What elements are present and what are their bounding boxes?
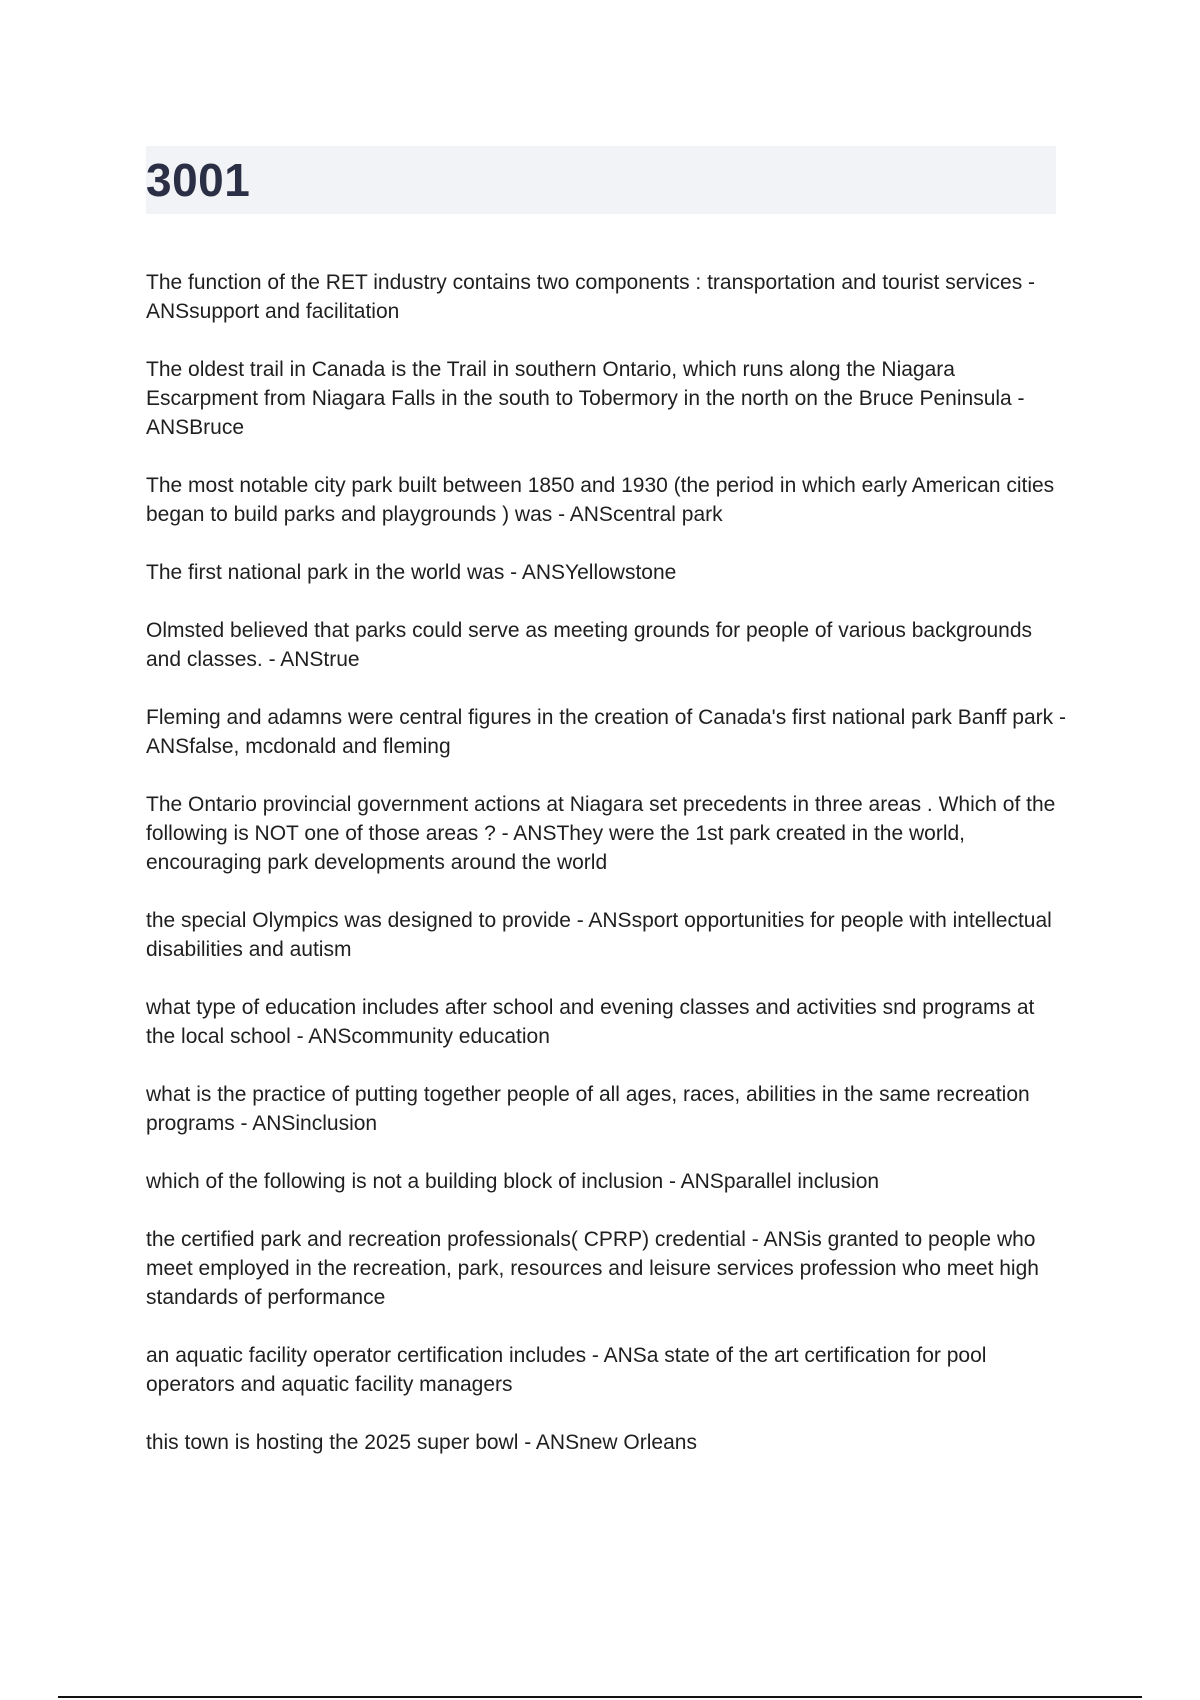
qa-item: which of the following is not a building block of inclusion - ANSparallel inclusion [146, 1170, 880, 1193]
qa-item: the special Olympics was designed to provide - ANSsport opportunities for people with intellectual disabilities and autism [146, 909, 1052, 961]
qa-item: The Ontario provincial government actions at Niagara set precedents in three areas . Which of the following is NOT one of those areas ? - ANSThey were the 1st park created in the world, encouraging park developments around the world [146, 793, 1056, 874]
qa-list [146, 268, 1066, 1486]
qa-item: what is the practice of putting together people of all ages, races, abilities in the same recreation programs - ANSinclusion [146, 1083, 1030, 1135]
qa-item: Olmsted believed that parks could serve as meeting grounds for people of various backgrounds and classes. - ANStrue [146, 619, 1032, 671]
qa-item: Fleming and adamns were central figures in the creation of Canada's first national park Banff park - ANSfalse, mcdonald and fleming [146, 706, 1066, 758]
page-title: 3001 [146, 154, 251, 206]
footer-divider [58, 1696, 1142, 1698]
qa-item: an aquatic facility operator certification includes - ANSa state of the art certification for pool operators and aquatic facility managers [146, 1344, 987, 1396]
qa-item: the certified park and recreation professionals( CPRP) credential - ANSis granted to people who meet employed in the recreation, park, resources and leisure services profession who meet high standards of performance [146, 1228, 1039, 1309]
title-banner [146, 146, 1056, 214]
qa-item: The function of the RET industry contains two components : transportation and tourist services - ANSsupport and facilitation [146, 271, 1036, 323]
qa-item: this town is hosting the 2025 super bowl - ANSnew Orleans [146, 1431, 697, 1454]
qa-item: The most notable city park built between 1850 and 1930 (the period in which early American cities began to build parks and playgrounds ) was - ANScentral park [146, 474, 1055, 526]
qa-item: The oldest trail in Canada is the Trail in southern Ontario, which runs along the Niagara Escarpment from Niagara Falls in the south to Tobermory in the north on the Bruce Peninsula - ANSBruce [146, 358, 1025, 439]
qa-item: The first national park in the world was - ANSYellowstone [146, 561, 677, 584]
qa-item: what type of education includes after school and evening classes and activities snd programs at the local school - ANScommunity education [146, 996, 1035, 1048]
